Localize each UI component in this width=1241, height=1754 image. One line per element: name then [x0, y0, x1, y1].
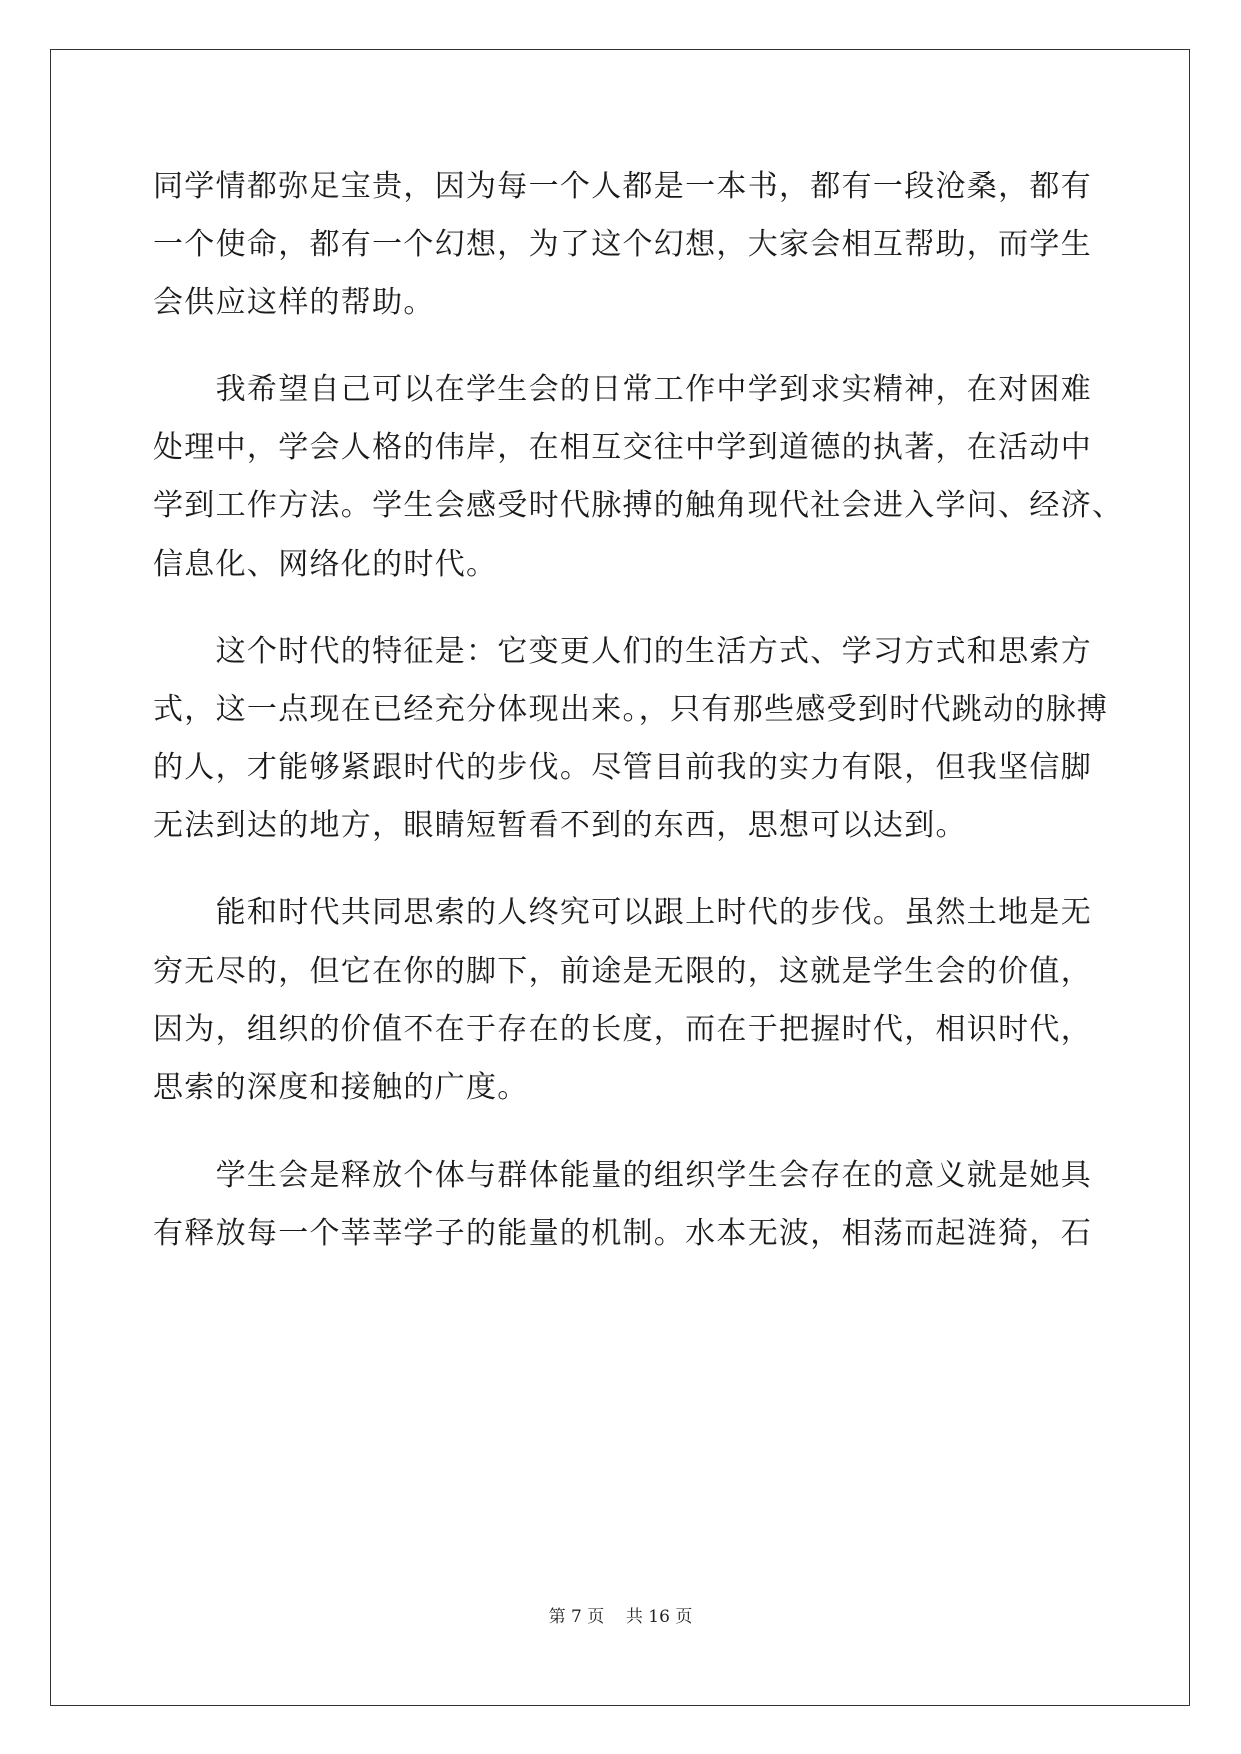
text-line: 穷无尽的，但它在你的脚下，前途是无限的，这就是学生会的价值， — [153, 954, 1092, 989]
page-total: 共 16 页 — [625, 1607, 693, 1627]
page-number: 第 7 页 — [548, 1607, 605, 1627]
page-footer — [0, 1607, 1241, 1627]
text-line: 有释放每一个莘莘学子的能量的机制。水本无波，相荡而起涟猗，石 — [153, 1216, 1092, 1251]
text-line: 思索的深度和接触的广度。 — [153, 1070, 529, 1105]
text-line: 处理中，学会人格的伟岸，在相互交往中学到道德的执著，在活动中 — [153, 430, 1092, 465]
text-line: 学到工作方法。学生会感受时代脉搏的触角现代社会进入学问、经济、 — [153, 488, 1124, 523]
text-line: 能和时代共同思索的人终究可以跟上时代的步伐。虽然土地是无 — [153, 895, 1092, 930]
text-line: 同学情都弥足宝贵，因为每一个人都是一本书，都有一段沧桑，都有 — [153, 169, 1092, 204]
text-line: 一个使命，都有一个幻想，为了这个幻想，大家会相互帮助，而学生 — [153, 227, 1092, 262]
text-line: 会供应这样的帮助。 — [153, 285, 435, 320]
text-line: 这个时代的特征是：它变更人们的生活方式、学习方式和思索方 — [153, 634, 1092, 669]
text-line: 的人，才能够紧跟时代的步伐。尽管目前我的实力有限，但我坚信脚 — [153, 750, 1092, 785]
text-line: 学生会是释放个体与群体能量的组织学生会存在的意义就是她具 — [153, 1158, 1092, 1193]
text-line: 我希望自己可以在学生会的日常工作中学到求实精神，在对困难 — [153, 372, 1092, 407]
text-line: 因为，组织的价值不在于存在的长度，而在于把握时代，相识时代， — [153, 1012, 1092, 1047]
text-line: 无法到达的地方，眼睛短暂看不到的东西，思想可以达到。 — [153, 808, 967, 843]
text-line: 式，这一点现在已经充分体现出来。，只有那些感受到时代跳动的脉搏 — [153, 692, 1109, 727]
text-line: 信息化、网络化的时代。 — [153, 547, 498, 582]
